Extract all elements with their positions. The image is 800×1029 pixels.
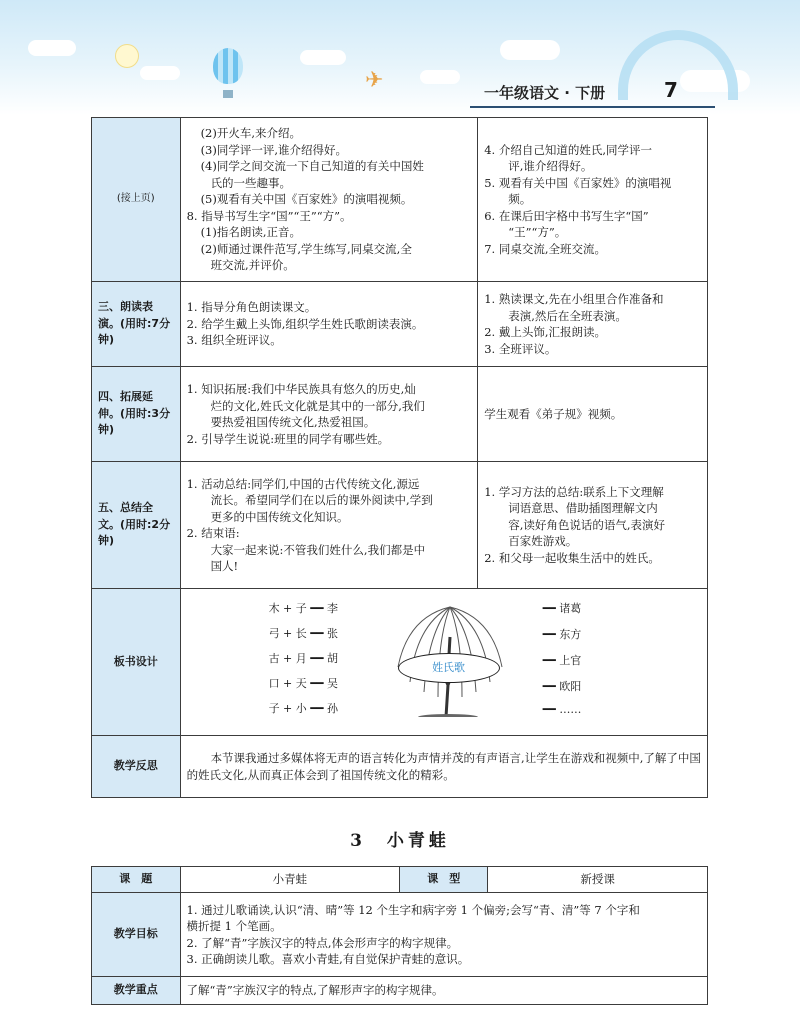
- table-row: [92, 118, 708, 282]
- key-point-cell: 了解“青”字族汉字的特点,了解形声字的构字规律。: [180, 977, 707, 1005]
- cloud-decoration: [420, 70, 460, 84]
- compound-surname: ━━ 欧阳: [542, 680, 582, 693]
- row-label: 课 型: [400, 867, 488, 893]
- table-row: [92, 867, 708, 893]
- blackboard-design-cell: [180, 589, 707, 736]
- row-label: 课 题: [92, 867, 181, 893]
- student-activity-cell: 4. 介绍自己知道的姓氏,同学评一 评,谁介绍得好。 5. 观看有关中国《百家姓》的演唱视 频。 6. 在课后田字格中书写生字“国” “王”“方”。 7. 同桌交流,全班交流。: [478, 118, 708, 282]
- lesson-process-table: [91, 117, 708, 798]
- book-title: 一年级语文 · 下册: [484, 84, 606, 102]
- table-row: [92, 462, 708, 589]
- cloud-decoration: [300, 50, 346, 65]
- compound-surname: ━━ 诸葛: [542, 602, 582, 615]
- cloud-decoration: [500, 40, 560, 60]
- teacher-activity-cell: (2)开火车,来介绍。 (3)同学评一评,谁介绍得好。 (4)同学之间交流一下自己知道的有关中国姓 氏的一些趣事。 (5)观看有关中国《百家姓》的演唱视频。 8. 指导书写生字“国”“王”“方”。 (1)指名朗读,正音。 (2)师通过课件范写,学生练写,同桌交流,全 班交流,并评价。: [180, 118, 478, 282]
- table-row: [92, 736, 708, 798]
- cloud-decoration: [28, 40, 76, 56]
- table-row: [92, 977, 708, 1005]
- char-compose-item: 子 + 小 ━━ 孙: [268, 702, 339, 715]
- table-row: [92, 589, 708, 736]
- page-number: 7: [664, 78, 678, 102]
- row-label: 三、朗读表演。(用时:7分钟): [92, 282, 181, 367]
- header-divider: [470, 106, 715, 108]
- row-label: 板书设计: [92, 589, 181, 736]
- balloon-basket-icon: [223, 90, 233, 98]
- lesson-info-table: [91, 866, 708, 1005]
- center-label: 姓氏歌: [398, 653, 500, 683]
- compound-surname: ━━ 东方: [542, 628, 582, 641]
- char-compose-item: 弓 + 长 ━━ 张: [268, 627, 339, 640]
- student-activity-cell: 学生观看《弟子规》视频。: [478, 367, 708, 462]
- table-row: [92, 282, 708, 367]
- char-compose-item: 口 + 天 ━━ 吴: [268, 677, 339, 690]
- row-label: 教学重点: [92, 977, 181, 1005]
- topic-value: 小青蛙: [180, 867, 400, 893]
- cloud-decoration: [140, 66, 180, 80]
- lesson-title: 3 小青蛙: [350, 831, 450, 851]
- row-label: 教学反思: [92, 736, 181, 798]
- row-label: 五、总结全文。(用时:2分钟): [92, 462, 181, 589]
- reflection-text: 本节课我通过多媒体将无声的语言转化为声情并茂的有声语言,让学生在游戏和视频中,了解了中国的姓氏文化,从而真正体会到了祖国传统文化的精彩。: [180, 736, 707, 798]
- hot-air-balloon-icon: [213, 48, 243, 84]
- row-label: 教学目标: [92, 893, 181, 977]
- char-compose-item: 木 + 子 ━━ 李: [268, 602, 339, 615]
- blackboard-diagram: [181, 589, 707, 735]
- type-value: 新授课: [488, 867, 708, 893]
- row-label: 四、拓展延伸。(用时:3分钟): [92, 367, 181, 462]
- student-activity-cell: 1. 学习方法的总结:联系上下文理解 词语意思、借助插图理解文内 容,读好角色说话的语气,表演好 百家姓游戏。 2. 和父母一起收集生活中的姓氏。: [478, 462, 708, 589]
- char-compose-item: 古 + 月 ━━ 胡: [268, 652, 339, 665]
- bird-icon: ✈: [365, 68, 384, 93]
- table-row: [92, 367, 708, 462]
- compound-surname: ━━ 上官: [542, 654, 582, 667]
- goals-cell: 1. 通过儿歌诵读,认识“清、晴”等 12 个生字和病字旁 1 个偏旁;会写“青、清”等 7 个字和 横折提 1 个笔画。 2. 了解“青”字族汉字的特点,体会形声字的构字规律。 3. 正确朗读儿歌。喜欢小青蛙,有自觉保护青蛙的意识。: [180, 893, 707, 977]
- teacher-activity-cell: 1. 活动总结:同学们,中国的古代传统文化,源远 流长。希望同学们在以后的课外阅读中,学到 更多的中国传统文化知识。 2. 结束语: 大家一起来说:不管我们姓什么,我们都是中 国人!: [180, 462, 478, 589]
- row-label: (接上页): [92, 118, 181, 282]
- table-row: [92, 893, 708, 977]
- header-banner: [0, 0, 800, 115]
- sun-icon: [115, 44, 139, 68]
- teacher-activity-cell: 1. 知识拓展:我们中华民族具有悠久的历史,灿 烂的文化,姓氏文化就是其中的一部分,我们 要热爱祖国传统文化,热爱祖国。 2. 引导学生说说:班里的同学有哪些姓。: [180, 367, 478, 462]
- teacher-activity-cell: 1. 指导分角色朗读课文。 2. 给学生戴上头饰,组织学生姓氏歌朗读表演。 3. 组织全班评议。: [180, 282, 478, 367]
- compound-surname: ━━ ……: [542, 703, 582, 716]
- rainbow-icon: [618, 30, 738, 100]
- student-activity-cell: 1. 熟读课文,先在小组里合作准备和 表演,然后在全班表演。 2. 戴上头饰,汇报朗读。 3. 全班评议。: [478, 282, 708, 367]
